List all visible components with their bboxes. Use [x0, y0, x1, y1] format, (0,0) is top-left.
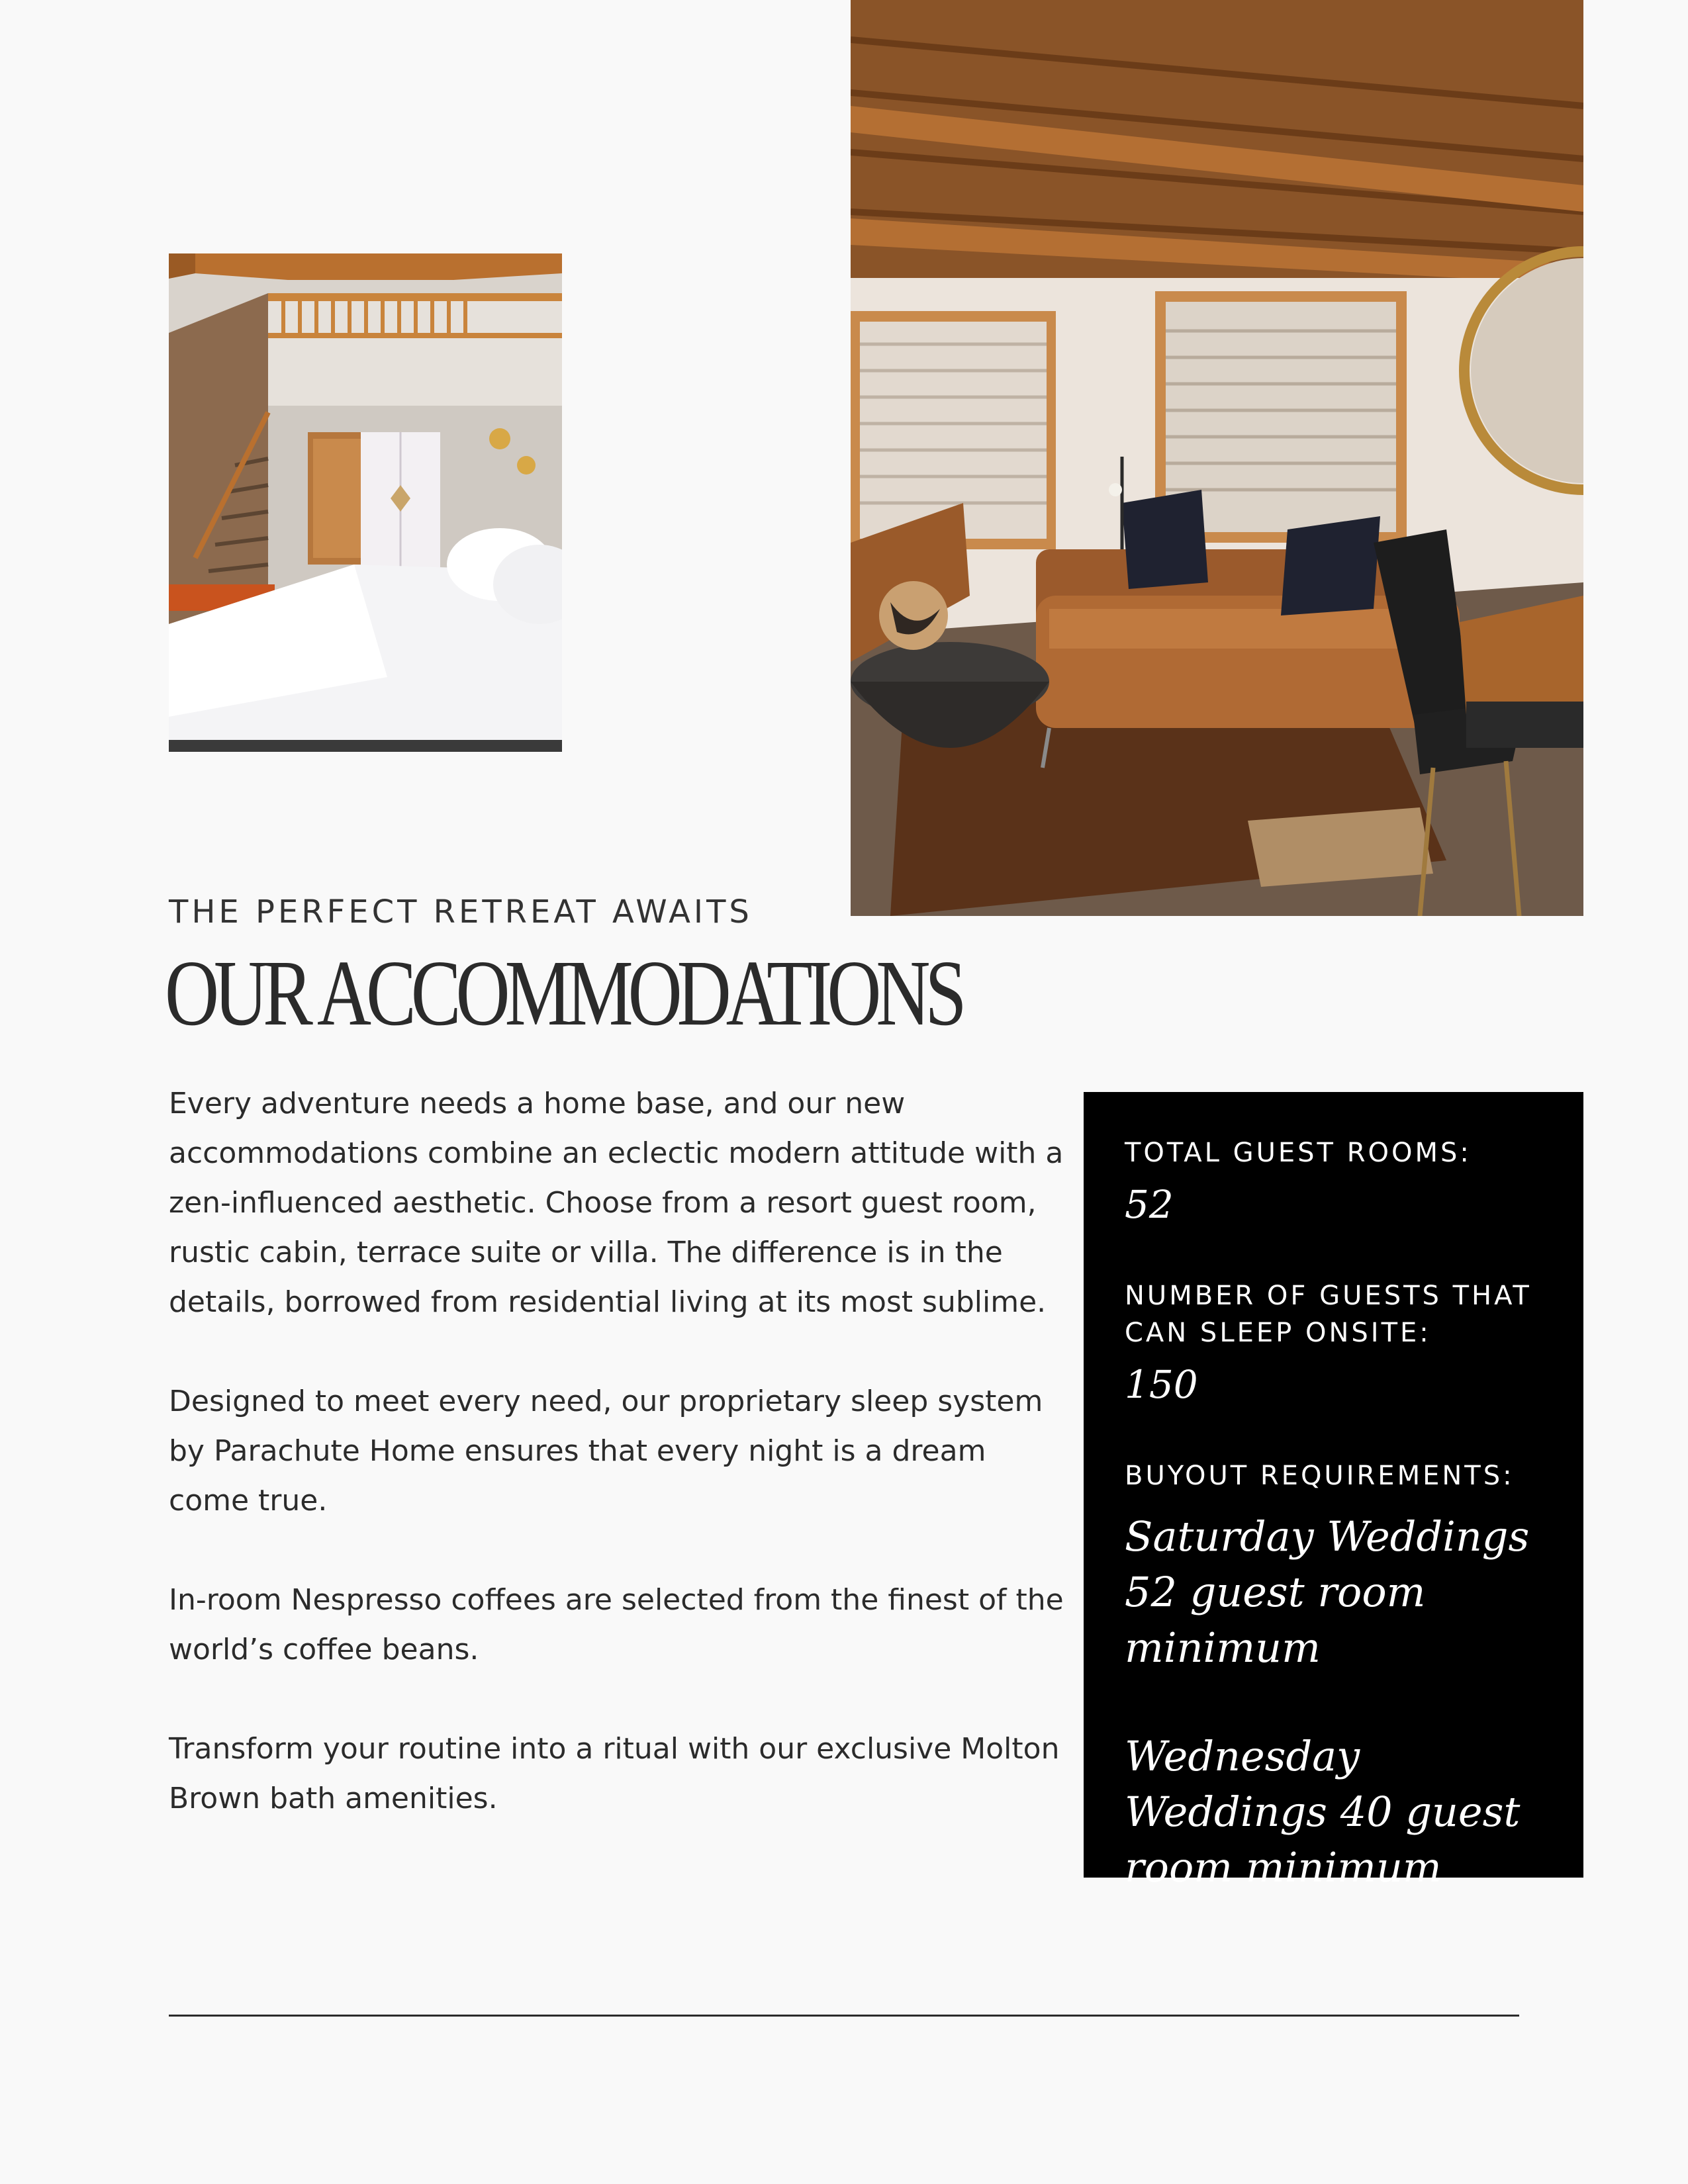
accommodation-facts-box [1084, 1092, 1583, 1891]
section-eyebrow: THE PERFECT RETREAT AWAITS [169, 893, 753, 931]
buyout-saturday: Saturday Weddings 52 guest room minimum [1125, 1512, 1530, 1672]
paragraph-coffee: In-room Nespresso coffees are selected from the finest of the world’s coffee beans. [169, 1583, 1064, 1666]
guest-rooms-label: TOTAL GUEST ROOMS: [1125, 1138, 1472, 1168]
guest-rooms-value: 52 [1125, 1182, 1174, 1227]
body-copy [169, 1079, 1069, 1873]
guest-capacity-value: 150 [1125, 1362, 1198, 1407]
page-title: OUR ACCOMMODATIONS [165, 940, 962, 1045]
buyout-requirements-label: BUYOUT REQUIREMENTS: [1125, 1461, 1515, 1491]
living-room-photo [851, 0, 1583, 916]
paragraph-sleep-system: Designed to meet every need, our proprietary sleep system by Parachute Home ensures that every night is a dream come true. [169, 1385, 1043, 1518]
buyout-wednesday: Wednesday Weddings 40 guest room minimum [1125, 1732, 1521, 1891]
guest-capacity-label: NUMBER OF GUESTS THAT CAN SLEEP ONSITE: [1125, 1281, 1532, 1348]
loft-bedroom-photo [169, 253, 562, 752]
paragraph-intro: Every adventure needs a home base, and our new accommodations combine an eclectic modern attitude with a zen-influenced aesthetic. Choose from a resort guest room, rustic cabin, terrace suite or villa. The difference is in the details, borrowed from residential living at its most sublime. [169, 1087, 1064, 1319]
paragraph-bath-amenities: Transform your routine into a ritual with our exclusive Molton Brown bath amenities. [169, 1732, 1060, 1815]
footer-divider [169, 2015, 1519, 2017]
